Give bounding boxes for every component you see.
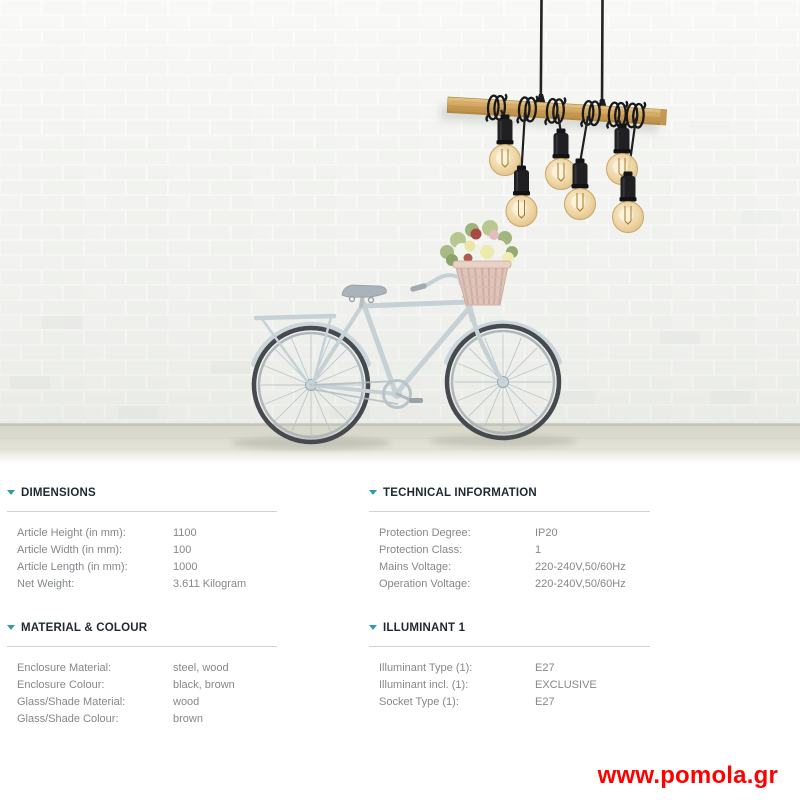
spec-label: Protection Class: <box>379 544 463 556</box>
spec-row <box>17 576 277 593</box>
spec-row <box>379 694 650 711</box>
spec-label: Glass/Shade Colour: <box>17 713 119 725</box>
spec-label: Article Width (in mm): <box>17 544 123 556</box>
spec-value: 1100 <box>173 527 197 539</box>
section-dimensions <box>7 486 277 593</box>
spec-row <box>379 542 650 559</box>
collapse-triangle-icon <box>369 490 377 495</box>
section-title: TECHNICAL INFORMATION <box>383 487 537 499</box>
section-technical-header[interactable] <box>369 486 650 500</box>
spec-label: Mains Voltage: <box>379 561 452 573</box>
spec-value: 220-240V,50/60Hz <box>535 578 626 590</box>
spec-label: Net Weight: <box>17 578 75 590</box>
spec-row <box>379 559 650 576</box>
spec-label: Enclosure Colour: <box>17 679 105 691</box>
spec-row <box>17 660 277 677</box>
spec-value: 1 <box>535 544 542 556</box>
spec-row <box>17 559 277 576</box>
section-illuminant-header[interactable] <box>369 621 650 635</box>
section-technical-information <box>369 486 650 593</box>
spec-label: Illuminant incl. (1): <box>379 679 469 691</box>
spec-label: Socket Type (1): <box>379 696 459 708</box>
spec-value: 220-240V,50/60Hz <box>535 561 626 573</box>
spec-row <box>17 525 277 542</box>
spec-label: Operation Voltage: <box>379 578 471 590</box>
spec-row <box>379 677 650 694</box>
website-link[interactable]: www.pomola.gr <box>597 762 778 789</box>
section-illuminant-1 <box>369 621 650 711</box>
spec-value: brown <box>173 713 203 725</box>
collapse-triangle-icon <box>7 625 15 630</box>
spec-label: Protection Degree: <box>379 527 471 539</box>
divider <box>7 511 277 512</box>
section-dimensions-header[interactable] <box>7 486 277 500</box>
spec-value: IP20 <box>535 527 558 539</box>
spec-value: steel, wood <box>173 662 229 674</box>
spec-row <box>379 525 650 542</box>
spec-value: 3.611 Kilogram <box>173 578 247 590</box>
spec-value: EXCLUSIVE <box>535 679 597 691</box>
spec-row <box>379 576 650 593</box>
spec-label: Article Height (in mm): <box>17 527 126 539</box>
spec-value: 1000 <box>173 561 198 573</box>
collapse-triangle-icon <box>7 490 15 495</box>
spec-label: Glass/Shade Material: <box>17 696 126 708</box>
spec-label: Illuminant Type (1): <box>379 662 473 674</box>
section-title: ILLUMINANT 1 <box>383 622 466 634</box>
spec-value: E27 <box>535 662 555 674</box>
section-material-header[interactable] <box>7 621 277 635</box>
spec-value: wood <box>173 696 200 708</box>
divider <box>7 646 277 647</box>
spec-value: E27 <box>535 696 555 708</box>
section-title: MATERIAL & COLOUR <box>21 622 148 634</box>
spec-value: 100 <box>173 544 192 556</box>
divider <box>369 646 650 647</box>
spec-row <box>17 677 277 694</box>
spec-row <box>17 542 277 559</box>
section-title: DIMENSIONS <box>21 487 96 499</box>
divider <box>369 511 650 512</box>
section-material-colour <box>7 621 277 728</box>
spec-label: Enclosure Material: <box>17 662 112 674</box>
spec-value: black, brown <box>173 679 235 691</box>
spec-row <box>379 660 650 677</box>
spec-row <box>17 711 277 728</box>
photo-bottom-fade <box>0 450 800 464</box>
collapse-triangle-icon <box>369 625 377 630</box>
spec-row <box>17 694 277 711</box>
spec-label: Article Length (in mm): <box>17 561 128 573</box>
